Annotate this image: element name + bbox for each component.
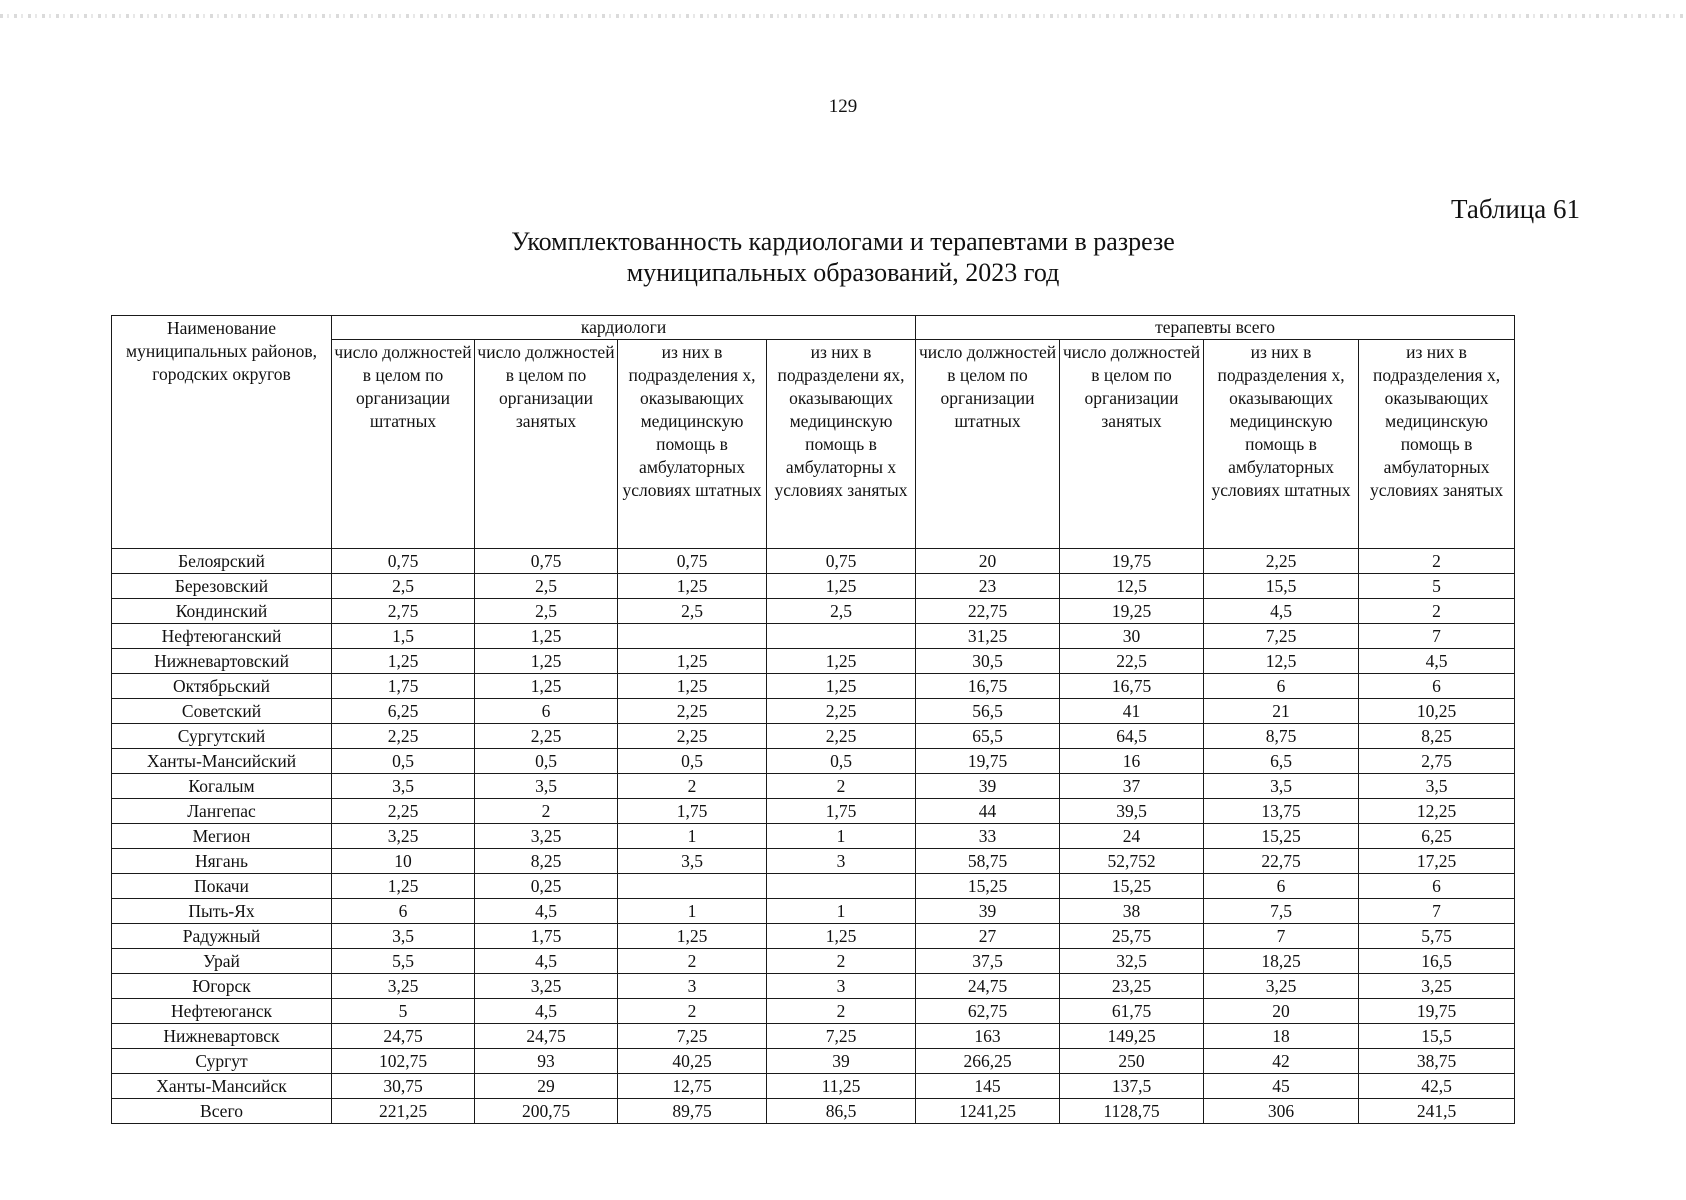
value-cell: 2 [767, 949, 916, 974]
table-row [112, 624, 1515, 649]
municipality-name-cell: Нефтеюганск [112, 999, 332, 1024]
value-cell: 16,75 [916, 674, 1060, 699]
value-cell: 10 [332, 849, 475, 874]
header-subcol: число должностей в целом по организации занятых [1060, 340, 1204, 549]
value-cell: 37,5 [916, 949, 1060, 974]
value-cell: 0,5 [767, 749, 916, 774]
value-cell: 0,25 [475, 874, 618, 899]
value-cell: 3,25 [332, 824, 475, 849]
value-cell: 86,5 [767, 1099, 916, 1124]
value-cell: 45 [1204, 1074, 1359, 1099]
value-cell: 4,5 [475, 899, 618, 924]
value-cell: 33 [916, 824, 1060, 849]
table-row [112, 899, 1515, 924]
header-group-cardiologists: кардиологи [332, 316, 916, 340]
value-cell: 2,25 [332, 799, 475, 824]
value-cell: 6 [1359, 874, 1515, 899]
value-cell: 5,75 [1359, 924, 1515, 949]
value-cell: 266,25 [916, 1049, 1060, 1074]
municipality-name-cell: Белоярский [112, 549, 332, 574]
value-cell: 2,25 [767, 724, 916, 749]
value-cell: 8,75 [1204, 724, 1359, 749]
value-cell: 15,25 [1204, 824, 1359, 849]
value-cell: 44 [916, 799, 1060, 824]
value-cell: 58,75 [916, 849, 1060, 874]
value-cell: 1 [618, 899, 767, 924]
municipality-name-cell: Нижневартовск [112, 1024, 332, 1049]
value-cell: 1 [767, 824, 916, 849]
value-cell: 1,75 [475, 924, 618, 949]
value-cell: 38,75 [1359, 1049, 1515, 1074]
value-cell: 3,5 [332, 774, 475, 799]
value-cell: 62,75 [916, 999, 1060, 1024]
value-cell: 16 [1060, 749, 1204, 774]
municipality-name-cell: Когалым [112, 774, 332, 799]
municipality-name-cell: Урай [112, 949, 332, 974]
value-cell: 30,75 [332, 1074, 475, 1099]
value-cell: 17,25 [1359, 849, 1515, 874]
value-cell: 23 [916, 574, 1060, 599]
value-cell: 27 [916, 924, 1060, 949]
value-cell: 6,5 [1204, 749, 1359, 774]
value-cell: 3,25 [475, 974, 618, 999]
value-cell: 2,5 [332, 574, 475, 599]
value-cell: 4,5 [475, 999, 618, 1024]
value-cell: 18 [1204, 1024, 1359, 1049]
value-cell: 22,75 [916, 599, 1060, 624]
header-subcol: из них в подразделения х, оказывающих медицинскую помощь в амбулаторных условиях штатных [1204, 340, 1359, 549]
value-cell: 12,25 [1359, 799, 1515, 824]
value-cell: 1,25 [767, 924, 916, 949]
municipality-name-cell: Лангепас [112, 799, 332, 824]
value-cell: 38 [1060, 899, 1204, 924]
value-cell: 1,25 [475, 674, 618, 699]
title-line-1: Укомплектованность кардиологами и терапевтами в разрезе [511, 227, 1175, 256]
municipality-name-cell: Сургут [112, 1049, 332, 1074]
value-cell: 15,5 [1204, 574, 1359, 599]
value-cell: 3 [767, 974, 916, 999]
value-cell: 2 [1359, 599, 1515, 624]
value-cell: 24 [1060, 824, 1204, 849]
municipality-name-cell: Октябрьский [112, 674, 332, 699]
value-cell: 1,25 [767, 649, 916, 674]
value-cell: 0,75 [332, 549, 475, 574]
value-cell: 2 [1359, 549, 1515, 574]
value-cell: 12,5 [1204, 649, 1359, 674]
value-cell: 24,75 [332, 1024, 475, 1049]
value-cell: 3,5 [475, 774, 618, 799]
value-cell: 7 [1359, 624, 1515, 649]
municipality-name-cell: Советский [112, 699, 332, 724]
value-cell: 15,25 [1060, 874, 1204, 899]
value-cell: 145 [916, 1074, 1060, 1099]
value-cell: 13,75 [1204, 799, 1359, 824]
value-cell: 23,25 [1060, 974, 1204, 999]
value-cell: 1,75 [332, 674, 475, 699]
table-header [112, 316, 1515, 549]
value-cell: 32,5 [1060, 949, 1204, 974]
value-cell: 7 [1359, 899, 1515, 924]
value-cell: 21 [1204, 699, 1359, 724]
value-cell: 0,5 [332, 749, 475, 774]
value-cell: 8,25 [1359, 724, 1515, 749]
table-body [112, 549, 1515, 1124]
value-cell: 4,5 [475, 949, 618, 974]
table-row [112, 974, 1515, 999]
value-cell [618, 874, 767, 899]
value-cell: 2 [475, 799, 618, 824]
table-row [112, 649, 1515, 674]
value-cell: 20 [916, 549, 1060, 574]
table-row [112, 674, 1515, 699]
table-row [112, 1024, 1515, 1049]
value-cell: 42 [1204, 1049, 1359, 1074]
value-cell: 0,5 [618, 749, 767, 774]
value-cell: 19,75 [916, 749, 1060, 774]
header-subcol: число должностей в целом по организации штатных [332, 340, 475, 549]
value-cell: 102,75 [332, 1049, 475, 1074]
value-cell [767, 874, 916, 899]
municipality-name-cell: Нижневартовский [112, 649, 332, 674]
table-row [112, 999, 1515, 1024]
header-subcol: число должностей в целом по организации штатных [916, 340, 1060, 549]
value-cell: 3,25 [475, 824, 618, 849]
municipality-name-cell: Березовский [112, 574, 332, 599]
value-cell: 10,25 [1359, 699, 1515, 724]
table-row [112, 949, 1515, 974]
value-cell: 19,75 [1359, 999, 1515, 1024]
value-cell: 30 [1060, 624, 1204, 649]
value-cell: 2 [618, 999, 767, 1024]
value-cell: 1,25 [618, 674, 767, 699]
value-cell: 2,25 [618, 699, 767, 724]
value-cell: 1,25 [332, 874, 475, 899]
value-cell: 19,25 [1060, 599, 1204, 624]
value-cell: 2,25 [767, 699, 916, 724]
header-subcol: число должностей в целом по организации занятых [475, 340, 618, 549]
table-row [112, 699, 1515, 724]
municipality-name-cell: Нефтеюганский [112, 624, 332, 649]
table-row [112, 874, 1515, 899]
title-line-2: муниципальных образований, 2023 год [626, 258, 1060, 287]
header-subcol: из них в подразделени ях, оказывающих медицинскую помощь в амбулаторны х условиях занятых [767, 340, 916, 549]
value-cell: 2,75 [1359, 749, 1515, 774]
value-cell: 5 [332, 999, 475, 1024]
value-cell: 3,5 [618, 849, 767, 874]
value-cell: 7 [1204, 924, 1359, 949]
value-cell: 200,75 [475, 1099, 618, 1124]
value-cell: 29 [475, 1074, 618, 1099]
value-cell: 3 [618, 974, 767, 999]
value-cell: 221,25 [332, 1099, 475, 1124]
value-cell: 40,25 [618, 1049, 767, 1074]
staffing-table [111, 315, 1515, 1124]
value-cell: 5 [1359, 574, 1515, 599]
header-group-therapists: терапевты всего [916, 316, 1515, 340]
value-cell: 39 [916, 899, 1060, 924]
value-cell: 2,5 [475, 574, 618, 599]
value-cell: 41 [1060, 699, 1204, 724]
value-cell: 2,5 [618, 599, 767, 624]
table-row [112, 774, 1515, 799]
value-cell: 56,5 [916, 699, 1060, 724]
value-cell: 149,25 [1060, 1024, 1204, 1049]
municipality-name-cell: Сургутский [112, 724, 332, 749]
value-cell: 24,75 [475, 1024, 618, 1049]
value-cell: 7,5 [1204, 899, 1359, 924]
value-cell: 6 [1204, 874, 1359, 899]
value-cell: 22,75 [1204, 849, 1359, 874]
value-cell: 64,5 [1060, 724, 1204, 749]
value-cell: 3,5 [1204, 774, 1359, 799]
value-cell: 1,25 [475, 624, 618, 649]
value-cell: 0,75 [618, 549, 767, 574]
municipality-name-cell: Ханты-Мансийский [112, 749, 332, 774]
value-cell: 52,752 [1060, 849, 1204, 874]
value-cell: 8,25 [475, 849, 618, 874]
table-row [112, 599, 1515, 624]
value-cell: 12,5 [1060, 574, 1204, 599]
table-row [112, 824, 1515, 849]
value-cell: 2 [767, 774, 916, 799]
page-number: 129 [828, 96, 858, 117]
value-cell: 3,25 [1359, 974, 1515, 999]
value-cell: 0,75 [475, 549, 618, 574]
value-cell: 22,5 [1060, 649, 1204, 674]
municipality-name-cell: Ханты-Мансийск [112, 1074, 332, 1099]
value-cell: 2 [618, 949, 767, 974]
value-cell: 1,25 [618, 574, 767, 599]
table-row [112, 849, 1515, 874]
value-cell: 15,25 [916, 874, 1060, 899]
value-cell: 7,25 [1204, 624, 1359, 649]
table-row [112, 1049, 1515, 1074]
value-cell: 7,25 [618, 1024, 767, 1049]
value-cell: 2,5 [475, 599, 618, 624]
municipality-name-cell: Радужный [112, 924, 332, 949]
value-cell [767, 624, 916, 649]
value-cell: 1 [618, 824, 767, 849]
value-cell: 2,25 [475, 724, 618, 749]
value-cell: 3,5 [332, 924, 475, 949]
value-cell: 2 [618, 774, 767, 799]
header-subcol: из них в подразделения х, оказывающих медицинскую помощь в амбулаторных условиях занятых [1359, 340, 1515, 549]
table-row [112, 799, 1515, 824]
value-cell: 6 [1204, 674, 1359, 699]
table-row [112, 1074, 1515, 1099]
value-cell: 2,25 [618, 724, 767, 749]
table-row [112, 749, 1515, 774]
value-cell: 39 [767, 1049, 916, 1074]
value-cell: 31,25 [916, 624, 1060, 649]
value-cell: 93 [475, 1049, 618, 1074]
value-cell: 1,25 [332, 649, 475, 674]
value-cell: 241,5 [1359, 1099, 1515, 1124]
value-cell: 2,25 [1204, 549, 1359, 574]
value-cell: 250 [1060, 1049, 1204, 1074]
value-cell: 16,75 [1060, 674, 1204, 699]
table-row [112, 549, 1515, 574]
value-cell: 30,5 [916, 649, 1060, 674]
table-row [112, 1099, 1515, 1124]
value-cell: 5,5 [332, 949, 475, 974]
municipality-name-cell: Пыть-Ях [112, 899, 332, 924]
value-cell: 163 [916, 1024, 1060, 1049]
table-row [112, 724, 1515, 749]
value-cell: 61,75 [1060, 999, 1204, 1024]
value-cell: 6,25 [332, 699, 475, 724]
value-cell: 1,75 [618, 799, 767, 824]
value-cell: 37 [1060, 774, 1204, 799]
value-cell: 2,5 [767, 599, 916, 624]
value-cell: 1128,75 [1060, 1099, 1204, 1124]
municipality-name-cell: Нягань [112, 849, 332, 874]
value-cell: 39 [916, 774, 1060, 799]
value-cell: 6 [1359, 674, 1515, 699]
value-cell: 3,25 [332, 974, 475, 999]
value-cell: 16,5 [1359, 949, 1515, 974]
value-cell: 18,25 [1204, 949, 1359, 974]
value-cell: 1,75 [767, 799, 916, 824]
value-cell: 1241,25 [916, 1099, 1060, 1124]
municipality-name-cell: Покачи [112, 874, 332, 899]
value-cell: 15,5 [1359, 1024, 1515, 1049]
value-cell: 65,5 [916, 724, 1060, 749]
value-cell: 1,25 [618, 924, 767, 949]
table-row [112, 574, 1515, 599]
value-cell: 4,5 [1204, 599, 1359, 624]
value-cell: 137,5 [1060, 1074, 1204, 1099]
value-cell: 3,25 [1204, 974, 1359, 999]
value-cell: 1,25 [618, 649, 767, 674]
value-cell: 0,75 [767, 549, 916, 574]
value-cell: 25,75 [1060, 924, 1204, 949]
value-cell: 1 [767, 899, 916, 924]
value-cell: 19,75 [1060, 549, 1204, 574]
value-cell: 3 [767, 849, 916, 874]
value-cell: 12,75 [618, 1074, 767, 1099]
value-cell: 6 [475, 699, 618, 724]
header-municipality: Наименование муниципальных районов, городских округов [112, 316, 332, 549]
value-cell: 2 [767, 999, 916, 1024]
value-cell: 11,25 [767, 1074, 916, 1099]
value-cell: 2,25 [332, 724, 475, 749]
value-cell: 6,25 [1359, 824, 1515, 849]
municipality-name-cell: Всего [112, 1099, 332, 1124]
value-cell: 2,75 [332, 599, 475, 624]
value-cell: 3,5 [1359, 774, 1515, 799]
header-subcol: из них в подразделения х, оказывающих медицинскую помощь в амбулаторных условиях штатных [618, 340, 767, 549]
value-cell: 1,5 [332, 624, 475, 649]
value-cell [618, 624, 767, 649]
value-cell: 1,25 [767, 674, 916, 699]
value-cell: 306 [1204, 1099, 1359, 1124]
table-label: Таблица 61 [1451, 194, 1580, 224]
value-cell: 42,5 [1359, 1074, 1515, 1099]
value-cell: 7,25 [767, 1024, 916, 1049]
value-cell: 20 [1204, 999, 1359, 1024]
value-cell: 4,5 [1359, 649, 1515, 674]
municipality-name-cell: Мегион [112, 824, 332, 849]
table-row [112, 924, 1515, 949]
doc-title [0, 226, 1686, 288]
value-cell: 1,25 [475, 649, 618, 674]
value-cell: 1,25 [767, 574, 916, 599]
scan-artifact-line [0, 14, 1686, 18]
municipality-name-cell: Кондинский [112, 599, 332, 624]
value-cell: 24,75 [916, 974, 1060, 999]
value-cell: 89,75 [618, 1099, 767, 1124]
municipality-name-cell: Югорск [112, 974, 332, 999]
value-cell: 0,5 [475, 749, 618, 774]
value-cell: 39,5 [1060, 799, 1204, 824]
value-cell: 6 [332, 899, 475, 924]
